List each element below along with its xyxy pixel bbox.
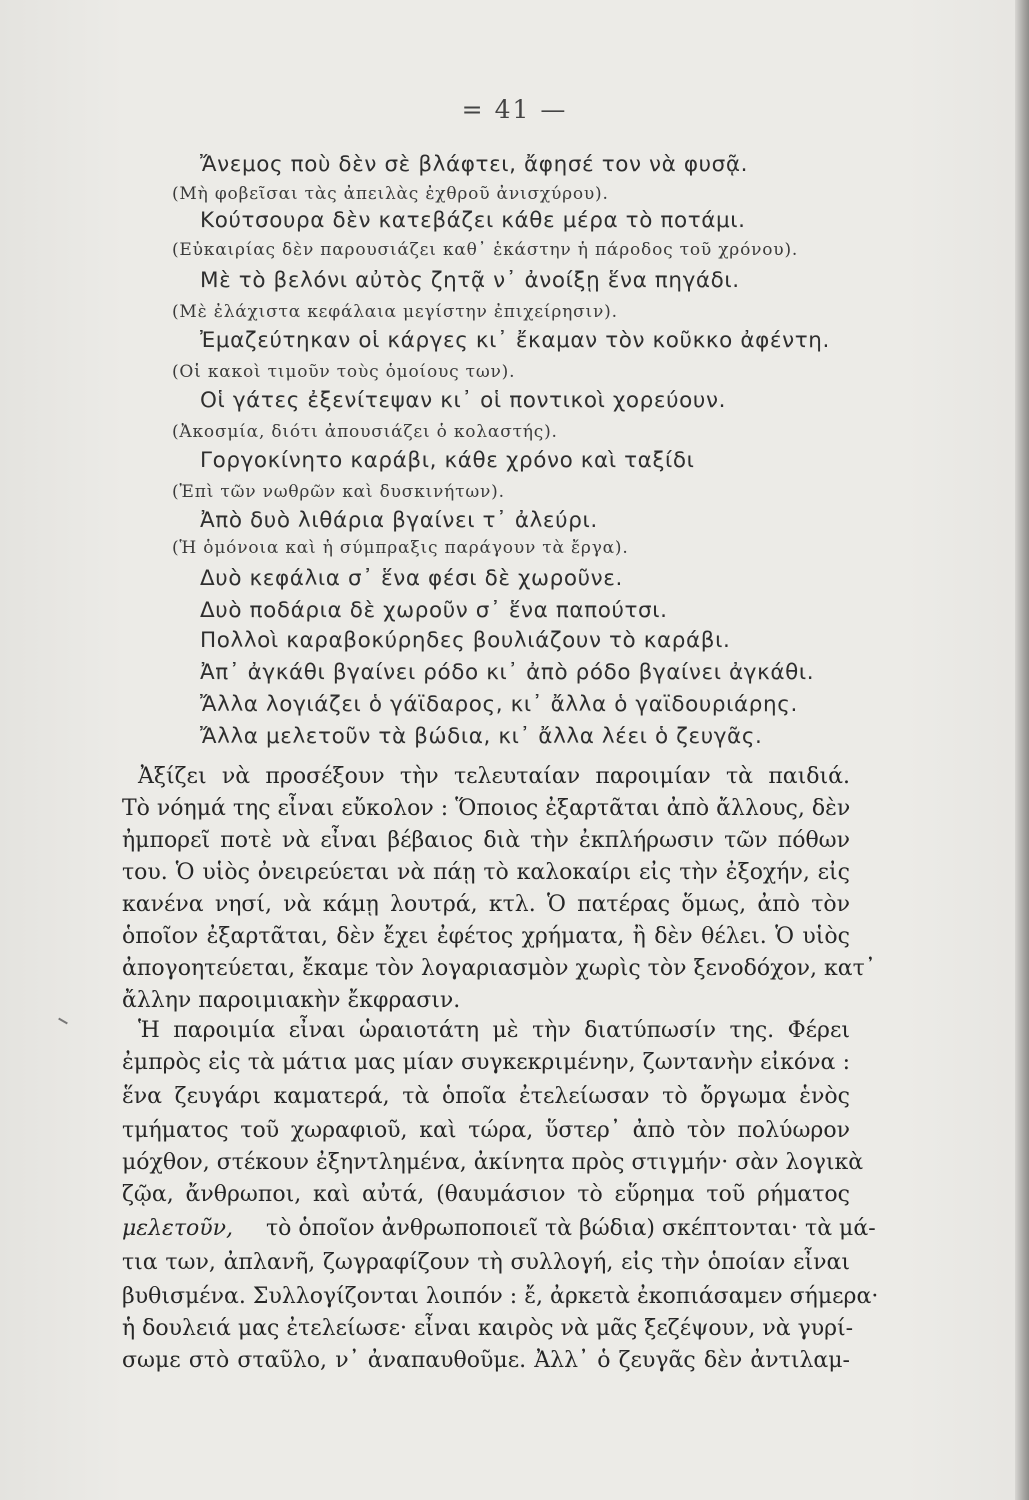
paragraph-line: τμήματος τοῦ χωραφιοῦ, καὶ τώρα, ὕστερ᾿ ἀπὸ τὸν πολύωρον	[122, 1118, 850, 1143]
paragraph-line: ἕνα ζευγάρι καματερά, τὰ ὁποῖα ἐτελείωσαν τὸ ὄργωμα ἑνὸς	[122, 1084, 850, 1109]
proverb-line: Ἀπὸ δυὸ λιθάρια βγαίνει τ᾿ ἀλεύρι.	[200, 508, 598, 533]
paragraph-line: Τὸ νόημά της εἶναι εὔκολον : Ὅποιος ἐξαρτᾶται ἀπὸ ἄλλους, δὲν	[122, 796, 851, 821]
paragraph-line: ζῷα, ἄνθρωποι, καὶ αὐτά, (θαυμάσιον τὸ εὕρημα τοῦ ρήματος	[122, 1182, 850, 1207]
paragraph-line: Ἀξίζει νὰ προσέξουν τὴν τελευταίαν παροιμίαν τὰ παιδιά.	[138, 764, 850, 789]
proverb-line: Ἀπ᾿ ἀγκάθι βγαίνει ρόδο κι᾿ ἀπὸ ρόδο βγαίνει ἀγκάθι.	[200, 660, 815, 685]
proverb-gloss: (Ἀκοσμία, διότι ἀπουσιάζει ὁ κολαστής).	[172, 422, 558, 442]
paragraph-line: του. Ὁ υἱὸς ὀνειρεύεται νὰ πάῃ τὸ καλοκαίρι εἰς τὴν ἐξοχήν, εἰς	[122, 860, 850, 885]
proverb-line: Κούτσουρα δὲν κατεβάζει κάθε μέρα τὸ ποτάμι.	[200, 208, 746, 233]
proverb-line: Ἄνεμος ποὺ δὲν σὲ βλάφτει, ἄφησέ τον νὰ φυσᾷ.	[200, 152, 749, 177]
proverb-line: Οἱ γάτες ἐξενίτεψαν κι᾿ οἱ ποντικοὶ χορεύουν.	[200, 388, 727, 413]
proverb-gloss: (Μὴ φοβεῖσαι τὰς ἀπειλὰς ἐχθροῦ ἀνισχύρου).	[172, 184, 609, 204]
paragraph-line: ἠμπορεῖ ποτὲ νὰ εἶναι βέβαιος διὰ τὴν ἐκπλήρωσιν τῶν πόθων	[122, 828, 850, 853]
proverb-gloss: (Ἐπὶ τῶν νωθρῶν καὶ δυσκινήτων).	[172, 482, 505, 502]
proverb-line: Δυὸ κεφάλια σ᾿ ἕνα φέσι δὲ χωροῦνε.	[200, 566, 623, 591]
proverb-gloss: (Μὲ ἐλάχιστα κεφάλαια μεγίστην ἐπιχείρησιν).	[172, 302, 618, 322]
paragraph-line: σωμε στὸ σταῦλο, ν᾿ ἀναπαυθοῦμε. Ἀλλ᾿ ὁ ζευγᾶς δὲν ἀντιλαμ-	[122, 1348, 850, 1373]
proverb-gloss: (Ἡ ὁμόνοια καὶ ἡ σύμπραξις παράγουν τὰ ἔργα).	[172, 538, 629, 558]
paragraph-line: ὁποῖον ἐξαρτᾶται, δὲν ἔχει ἐφέτος χρήματα, ἢ δὲν θέλει. Ὁ υἱὸς	[122, 924, 850, 949]
proverb-line: Γοργοκίνητο καράβι, κάθε χρόνο καὶ ταξίδι	[200, 448, 695, 473]
italic-word: μελετοῦν,	[122, 1216, 234, 1241]
paragraph-line: ἐμπρὸς εἰς τὰ μάτια μας μίαν συγκεκριμένην, ζωντανὴν εἰκόνα :	[122, 1050, 850, 1075]
page-edge-shadow	[1015, 0, 1029, 1500]
paragraph-line: κανένα νησί, νὰ κάμῃ λουτρά, κτλ. Ὁ πατέρας ὅμως, ἀπὸ τὸν	[122, 892, 850, 917]
proverb-gloss: (Εὐκαιρίας δὲν παρουσιάζει καθ᾿ ἑκάστην ἡ πάροδος τοῦ χρόνου).	[172, 240, 799, 260]
paragraph-line: ἄλλην παροιμιακὴν ἔκφρασιν.	[122, 988, 461, 1013]
proverb-gloss: (Οἱ κακοὶ τιμοῦν τοὺς ὁμοίους των).	[172, 362, 516, 382]
paragraph-line: τια των, ἀπλανῆ, ζωγραφίζουν τὴ συλλογή, εἰς τὴν ὁποίαν εἶναι	[122, 1250, 850, 1275]
paragraph-line: ἀπογοητεύεται, ἔκαμε τὸν λογαριασμὸν χωρὶς τὸν ξενοδόχον, κατ᾿	[122, 956, 876, 981]
paragraph-line: τὸ ὁποῖον ἀνθρωποποιεῖ τὰ βώδια) σκέπτονται· τὰ μά-	[266, 1216, 876, 1241]
paragraph-line: μόχθον, στέκουν ἐξηντλημένα, ἀκίνητα πρὸς στιγμήν· σὰν λογικὰ	[122, 1150, 864, 1175]
paragraph-line: Ἡ παροιμία εἶναι ὡραιοτάτη μὲ τὴν διατύπωσίν της. Φέρει	[138, 1018, 850, 1043]
page-number: = 41 —	[461, 95, 568, 124]
proverb-line: Ἄλλα μελετοῦν τὰ βώδια, κι᾿ ἄλλα λέει ὁ ζευγᾶς.	[200, 724, 763, 749]
proverb-line: Πολλοὶ καραβοκύρηδες βουλιάζουν τὸ καράβι.	[200, 628, 731, 653]
paragraph-line: βυθισμένα. Συλλογίζονται λοιπόν : ἔ, ἀρκετὰ ἐκοπιάσαμεν σήμερα·	[122, 1284, 879, 1309]
paragraph-line: ἡ δουλειά μας ἐτελείωσε· εἶναι καιρὸς νὰ μᾶς ξεζέψουν, νὰ γυρί-	[122, 1316, 854, 1341]
proverb-line: Δυὸ ποδάρια δὲ χωροῦν σ᾿ ἕνα παπούτσι.	[200, 598, 668, 623]
proverb-line: Ἄλλα λογιάζει ὁ γάϊδαρος, κι᾿ ἄλλα ὁ γαϊδουριάρης.	[200, 692, 798, 717]
margin-mark	[58, 1018, 68, 1025]
proverb-line: Ἐμαζεύτηκαν οἱ κάργες κι᾿ ἔκαμαν τὸν κοῦκκο ἀφέντη.	[200, 328, 830, 353]
proverb-line: Μὲ τὸ βελόνι αὐτὸς ζητᾷ ν᾿ ἀνοίξῃ ἕνα πηγάδι.	[200, 268, 740, 293]
